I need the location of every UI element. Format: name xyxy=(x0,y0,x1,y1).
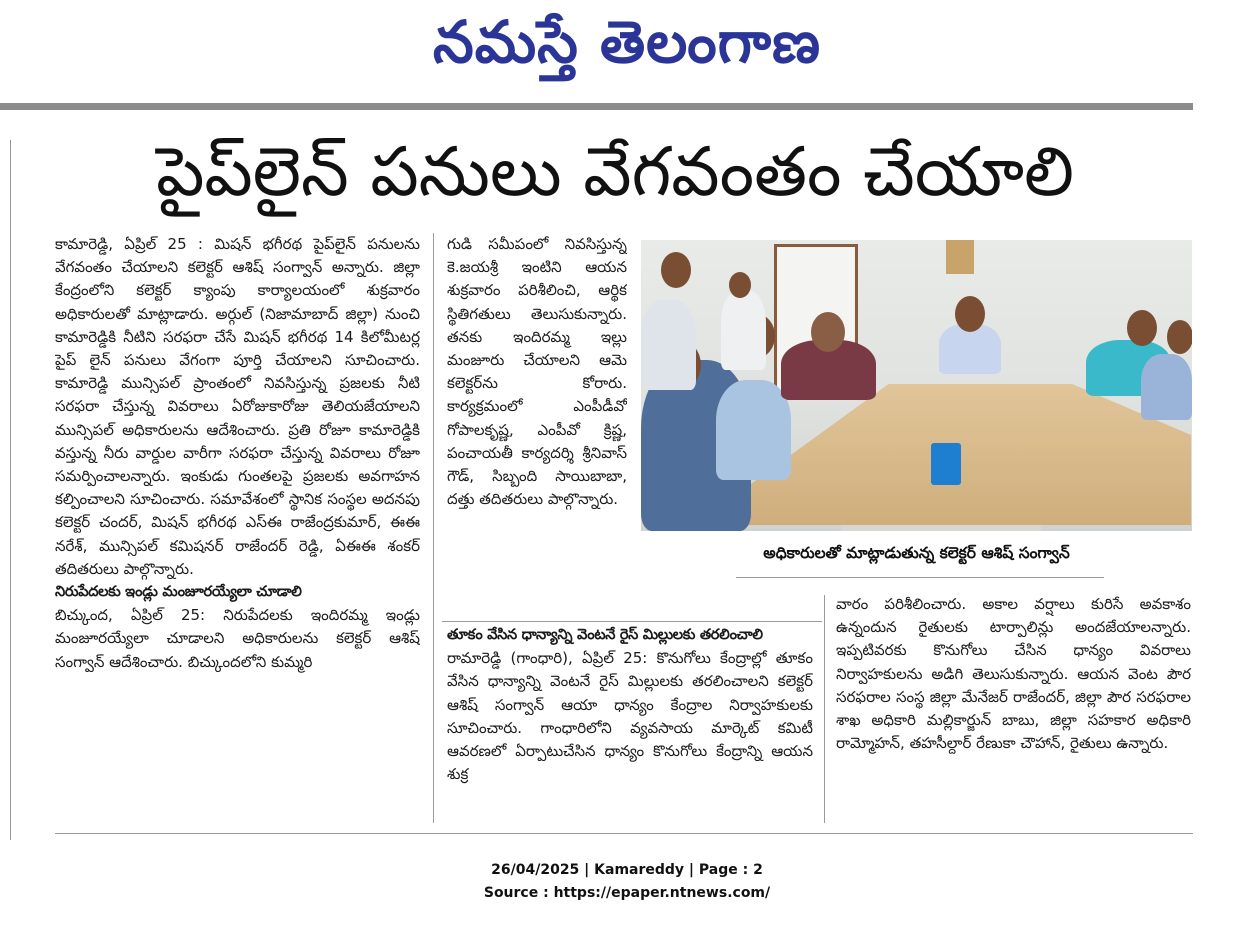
headline: పైప్‌లైన్ పనులు వేగవంతం చేయాలి xyxy=(156,133,1074,212)
photo-person-head xyxy=(811,312,845,352)
story-column-2 xyxy=(447,233,627,619)
story3-paragraph-1: రామారెడ్డి (గాంధారి), ఏప్రిల్ 25: కొనుగోలు కేంద్రాల్లో తూకం వేసిన ధాన్యాన్ని వెంటనే రైస్ మిల్లులకు తరలించాలని కలెక్టర్ ఆశిష్ సంగ్వాన్ ఆయా ధాన్యం కేంద్రాల నిర్వాహకులకు సూచించారు. గాంధారిలోని వ్యవసాయ మార్కెట్ కమిటీ ఆవరణలో ఏర్పాటుచేసిన ధాన్యం కొనుగోలు కేంద్రాన్ని ఆయన శుక్ర xyxy=(447,649,813,784)
meeting-photo xyxy=(641,240,1192,531)
photo-person-head xyxy=(1127,310,1157,346)
column-divider-1 xyxy=(433,233,434,823)
photo-person-head xyxy=(729,272,751,298)
story-column-4 xyxy=(836,593,1191,818)
footer-edition-info: 26/04/2025 | Kamareddy | Page : 2 xyxy=(491,862,763,878)
photo-person xyxy=(1141,354,1192,420)
photo-caption: అధికారులతో మాట్లాడుతున్న కలెక్టర్ ఆశిష్ సంగ్వాన్ xyxy=(763,544,1070,562)
photo-person xyxy=(641,300,696,390)
story2-subhead: నిరుపేదలకు ఇండ్లు మంజూరయ్యేలా చూడాలి xyxy=(55,584,302,601)
column-divider-2 xyxy=(824,595,825,823)
story2-paragraph-1: బిచ్కుంద, ఏప్రిల్ 25: నిరుపేదలకు ఇందిరమ్మ ఇండ్లు మంజూరయ్యేలా చూడాలని అధికారులను కలెక్టర్ ఆశిష్ సంగ్వాన్ ఆదేశించారు. బిచ్కుందలోని కుమ్మరి xyxy=(55,606,420,671)
photo-person xyxy=(721,290,766,370)
footer-source-link[interactable]: Source : https://epaper.ntnews.com/ xyxy=(483,885,771,901)
masthead-rule xyxy=(0,103,1193,110)
photo-person-head xyxy=(955,296,985,332)
caption-rule xyxy=(736,577,1104,578)
photo-person-head xyxy=(1167,320,1192,354)
photo-person xyxy=(716,380,791,480)
photo-wall-emblem xyxy=(946,240,974,274)
story3-rule xyxy=(442,621,822,622)
story-column-3 xyxy=(447,624,813,824)
story1-paragraph: కామారెడ్డి, ఏప్రిల్ 25 : మిషన్ భగీరథ పైప్‌లైన్ పనులను వేగవంతం చేయాలని కలెక్టర్ ఆశిష్ సంగ్వాన్ అన్నారు. జిల్లా కేంద్రంలోని కలెక్టర్ క్యాంపు కార్యాలయంలో శుక్రవారం అధికారులతో మాట్లాడారు. అర్గుల్ (నిజామాబాద్ జిల్లా) నుంచి కామారెడ్డికి నీటిని సరఫరా చేసే మిషన్ భగీరథ 14 కిలోమీటర్ల పైప్ లైన్ పనులు వేగంగా పూర్తి చేయాలని సూచించారు. కామారెడ్డి మున్సిపల్ ప్రాంతంలో నివసిస్తున్న ప్రజలకు నీటి సరఫరా చేస్తున్న వివరాలు ఏరోజుకారోజు తెలియజేయాలని మున్సిపల్ అధికారులను ఆదేశించారు. ప్రతి రోజూ కామారెడ్డికి వస్తున్న నీరు వార్డుల వారీగా సరఫరా చేస్తున్న వివరాలు రోజూ సమర్పించాలన్నారు. ఇంకుడు గుంతలపై ప్రజలకు అవగాహన కల్పించాలని సూచించారు. సమావేశంలో స్థానిక సంస్థల అదనపు కలెక్టర్ చందర్, మిషన్ భగీరథ ఎస్ఈ రాజేంద్రకుమార్, ఈఈ నరేశ్, మున్సిపల్ కమిషనర్ రాజేందర్ రెడ్డి, ఏఈఈ శంకర్ తదితరులు పాల్గొన్నారు. xyxy=(55,235,420,578)
story-column-1 xyxy=(55,233,420,813)
photo-person-head xyxy=(661,252,691,288)
masthead-logo: నమస్తే తెలంగాణ xyxy=(433,8,821,76)
left-margin-rule xyxy=(10,140,11,840)
story2-paragraph-2: గుడి సమీపంలో నివసిస్తున్న కె.జయశ్రీ ఇంటిని ఆయన శుక్రవారం పరిశీలించి, ఆర్థిక స్థితిగతులు తెలుసుకున్నారు. తనకు ఇందిరమ్మ ఇల్లు మంజూరు చేయాలని ఆమె కలెక్టర్‌ను కోరారు. కార్యక్రమంలో ఎంపీడీవో గోపాలకృష్ణ, ఎంపీవో క్రిష్ణ, పంచాయతీ కార్యదర్శి శ్రీనివాస్ గౌడ్, సిబ్బంది సాయిబాబా, దత్తు తదితరులు పాల్గొన్నారు. xyxy=(447,235,627,509)
story3-paragraph-2: వారం పరిశీలించారు. అకాల వర్షాలు కురిసే అవకాశం ఉన్నందున రైతులకు టార్పాలిన్లు అందజేయాలన్నారు. ఇప్పటివరకు కొనుగోలు చేసిన ధాన్యం వివరాలు నిర్వాహకులను అడిగి తెలుసుకున్నారు. ఆయన వెంట పౌర సరఫరాల సంస్థ జిల్లా మేనేజర్ రాజేందర్, జిల్లా పౌర సరఫరాల శాఖ అధికారి మల్లికార్జున్ బాబు, జిల్లా సహకార అధికారి రామ్మోహన్, తహసీల్దార్ రేణుకా చౌహాన్, రైతులు ఉన్నారు. xyxy=(836,595,1191,753)
story3-subhead: తూకం వేసిన ధాన్యాన్ని వెంటనే రైస్ మిల్లులకు తరలించాలి xyxy=(447,627,763,643)
photo-blue-bin xyxy=(931,443,961,485)
page-bottom-rule xyxy=(55,833,1193,834)
